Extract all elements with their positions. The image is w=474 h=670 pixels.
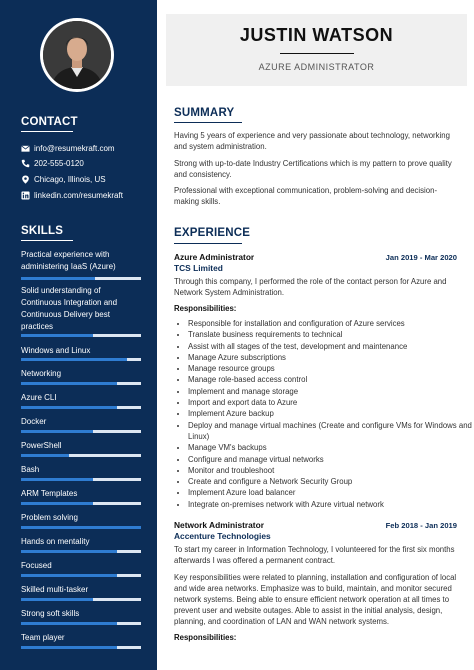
skill-bar-fill (21, 358, 127, 361)
linkedin-icon (21, 191, 30, 200)
summary-heading-rule (174, 122, 242, 123)
skill-bar (21, 277, 141, 280)
skill-label: Bash (21, 465, 40, 474)
skill-bar-fill (21, 598, 93, 601)
skill-label: Solid understanding of Continuous Integration and Continuous Delivery best practices (21, 286, 118, 331)
job-dates: Feb 2018 - Jan 2019 (385, 521, 457, 530)
job-description: Key responsibilities were related to planning, installation and configuration of local and wide area networks. Emphasize was to build, maintain, and monitor secured network systems. Being able to ensure efficient network operation at all times to prevent user and website outages. Able to assist in the initial analysis, design, planning, and coordination of LAN and WAN network systems. (174, 573, 457, 626)
skill-bar-fill (21, 430, 93, 433)
skill-label: Strong soft skills (21, 609, 80, 618)
skill-label: Practical experience with administering IaaS (Azure) (21, 250, 116, 271)
skill-bar-fill (21, 454, 69, 457)
skill-label: Docker (21, 417, 47, 426)
skill-bar (21, 574, 141, 577)
list-item: • Manage VM's backups (188, 442, 474, 453)
experience-heading: EXPERIENCE (174, 227, 251, 239)
candidate-name: JUSTIN WATSON (239, 25, 394, 45)
email-icon (21, 144, 30, 153)
skill-bar (21, 430, 141, 433)
skill-bar-fill (21, 382, 117, 385)
skill-label: Focused (21, 561, 52, 570)
skill-label: PowerShell (21, 441, 62, 450)
skill-label: Hands on mentality (21, 537, 90, 546)
sidebar (0, 0, 157, 670)
skills-heading: SKILLS (21, 225, 64, 237)
job-description: Through this company, I performed the role of the contact person for Azure and Network System Administration. (174, 277, 447, 297)
skill-bar-fill (21, 478, 93, 481)
candidate-role: AZURE ADMINISTRATOR (258, 62, 375, 72)
job-company: TCS Limited (174, 263, 223, 273)
skill-label: Azure CLI (21, 393, 57, 402)
contact-heading-rule (21, 131, 73, 132)
list-item: • Manage Azure subscriptions (188, 352, 474, 363)
profile-photo-frame (40, 18, 114, 92)
summary-paragraph: Professional with exceptional communication, problem-solving and decision-making skills. (174, 186, 438, 206)
skills-heading-rule (21, 240, 73, 241)
summary-paragraph: Having 5 years of experience and very passionate about technology, networking and system administration. (174, 131, 450, 151)
experience-heading-rule (174, 243, 242, 244)
skill-bar (21, 502, 141, 505)
list-item: • Responsible for installation and configuration of Azure services (188, 318, 474, 329)
skill-label: Windows and Linux (21, 346, 91, 355)
skill-label: Problem solving (21, 513, 78, 522)
skill-bar-fill (21, 334, 93, 337)
contact-linkedin[interactable] (21, 189, 123, 201)
skill-bar-fill (21, 406, 117, 409)
contact-email-text: info@resumekraft.com (34, 143, 115, 153)
list-item: • Implement and manage storage (188, 386, 474, 397)
summary-heading: SUMMARY (174, 107, 235, 119)
summary-paragraph: Strong with up-to-date Industry Certifications which is my pattern to prove quality and consistency. (174, 159, 452, 179)
skill-bar (21, 334, 141, 337)
phone-icon (21, 159, 30, 168)
contact-email[interactable] (21, 142, 115, 154)
skill-bar-fill (21, 574, 117, 577)
job-title: Azure Administrator (174, 252, 255, 262)
location-pin-icon (21, 175, 30, 184)
list-item: • Implement Azure backup (188, 408, 474, 419)
list-item: • Configure and manage virtual networks (188, 454, 474, 465)
skill-label: Team player (21, 633, 65, 642)
list-item: • Deploy and manage virtual machines (Create and configure VMs for Windows and Linux) (188, 420, 474, 443)
responsibilities-label: Responsibilities: (174, 304, 237, 313)
skill-bar-fill (21, 550, 117, 553)
skill-bar (21, 454, 141, 457)
responsibilities-list (174, 318, 474, 510)
skill-label: Networking (21, 369, 62, 378)
skill-bar-fill (21, 502, 93, 505)
list-item: • Monitor and troubleshoot (188, 465, 474, 476)
job-description: To start my career in Information Technology, I volunteered for the first six months afterwards I was offered a permanent contract. (174, 545, 455, 565)
person-portrait-icon (43, 21, 111, 89)
contact-linkedin-text: linkedin.com/resumekraft (34, 190, 123, 200)
job-dates: Jan 2019 - Mar 2020 (385, 253, 457, 262)
skill-bar (21, 550, 141, 553)
skill-bar (21, 406, 141, 409)
job-company: Accenture Technologies (174, 531, 271, 541)
skill-label: Skilled multi-tasker (21, 585, 89, 594)
skill-bar (21, 478, 141, 481)
list-item: • Manage resource groups (188, 363, 474, 374)
contact-phone-text: 202-555-0120 (34, 158, 84, 168)
skill-bar (21, 358, 141, 361)
skill-bar (21, 646, 141, 649)
skill-bar (21, 622, 141, 625)
skill-bar-fill (21, 646, 117, 649)
list-item: • Create and configure a Network Security Group (188, 476, 474, 487)
skill-bar (21, 526, 141, 529)
skill-label: ARM Templates (21, 489, 78, 498)
contact-location (21, 173, 106, 185)
skill-bar-fill (21, 277, 95, 280)
skill-bar (21, 382, 141, 385)
profile-photo (43, 21, 111, 89)
resume-header (166, 14, 467, 86)
skill-bar (21, 598, 141, 601)
job-title: Network Administrator (174, 520, 264, 530)
list-item: • Integrate on-premises network with Azure virtual network (188, 499, 474, 510)
contact-phone[interactable] (21, 157, 84, 169)
name-divider (280, 53, 354, 54)
list-item: • Assist with all stages of the test, development and maintenance (188, 341, 474, 352)
contact-location-text: Chicago, Illinois, US (34, 174, 106, 184)
contact-heading: CONTACT (21, 116, 78, 128)
list-item: • Implement Azure load balancer (188, 487, 474, 498)
skill-bar-fill (21, 622, 117, 625)
list-item: • Translate business requirements to technical (188, 329, 474, 340)
list-item: • Import and export data to Azure (188, 397, 474, 408)
skill-bar-fill (21, 526, 141, 529)
list-item: • Manage role-based access control (188, 374, 474, 385)
responsibilities-label: Responsibilities: (174, 633, 237, 642)
